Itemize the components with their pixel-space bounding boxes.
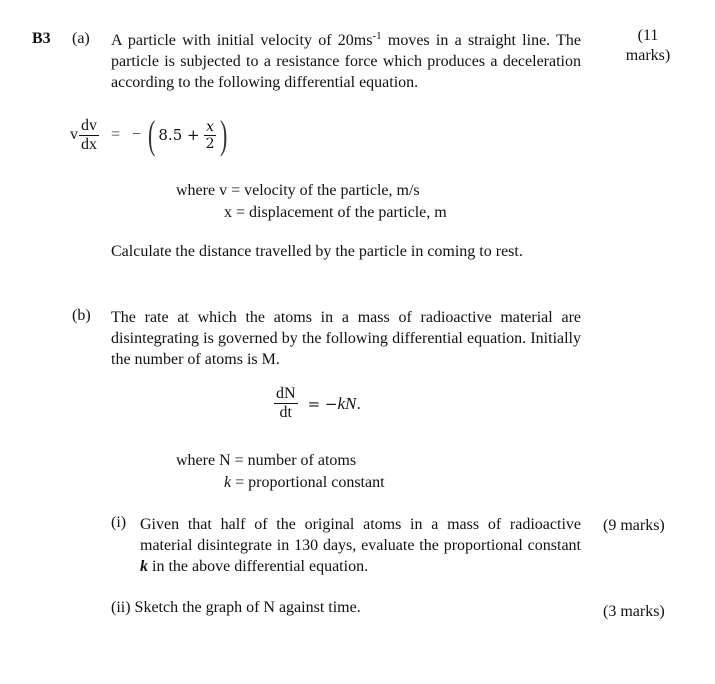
sub-i-text-post: in the above differential equation. [148, 558, 369, 575]
definition-k-rest: = proportional constant [231, 474, 385, 491]
eq1-frac-numerator: x [206, 118, 214, 135]
part-a-label: (a) [72, 30, 90, 47]
eq1-lhs-denominator: dx [81, 135, 97, 153]
sub-i-text [140, 514, 581, 577]
eq2-rhs-end: . [356, 394, 362, 413]
part-a-text [111, 30, 581, 93]
eq1-lhs-prefix: v [70, 126, 78, 143]
eq1-equals: = [111, 126, 121, 143]
part-a-text-post: moves in a straight line. The particle is subjected to a resistance force which produces a deceleration according to the following differential equation. [111, 32, 582, 91]
eq2-rhs-equals: = − [307, 394, 338, 413]
eq1-lhs-fraction [79, 117, 99, 154]
sub-i-text-pre: Given that half of the original atoms in a mass of radioactive material disintegrate in 130 days, evaluate the proportional constant [140, 516, 581, 554]
velocity-unit-exponent: -1 [372, 30, 382, 42]
eq2-lhs-denominator: dt [279, 404, 292, 421]
part-a-marks-line1: (11 [637, 27, 659, 44]
sub-i-label: (i) [111, 514, 127, 531]
sub-ii-marks: (3 marks) [603, 603, 665, 620]
part-b-label: (b) [72, 307, 91, 324]
part-b-text: The rate at which the atoms in a mass of radioactive material are disintegrating is governed by the following differential equation. Initially the number of atoms is M. [111, 309, 581, 368]
eq2-rhs [308, 394, 362, 414]
question-number: B3 [32, 30, 51, 47]
part-b-definitions [176, 450, 385, 494]
eq2-lhs-numerator: dN [276, 385, 296, 402]
equation-deceleration [70, 110, 230, 160]
definition-k-var: k [224, 474, 232, 491]
eq1-frac-denominator: 2 [205, 135, 215, 152]
part-a-marks [622, 26, 674, 66]
eq2-lhs-fraction [274, 385, 298, 422]
definition-velocity: where v = velocity of the particle, m/s [176, 182, 420, 199]
eq1-minus: − [132, 126, 142, 143]
equation-decay [274, 385, 361, 422]
definition-displacement: x = displacement of the particle, m [224, 204, 447, 221]
part-a-definitions [176, 180, 447, 224]
sub-ii-label: (ii) [111, 599, 131, 616]
eq1-inner [158, 119, 216, 152]
eq2-rhs-var: kN [337, 393, 357, 413]
eq1-x-fraction [204, 119, 217, 152]
sub-ii-text: Sketch the graph of N against time. [134, 599, 361, 616]
eq1-const-term: 8.5 + [158, 126, 200, 144]
part-a-instruction: Calculate the distance travelled by the particle in coming to rest. [111, 243, 523, 260]
sub-ii [111, 599, 361, 617]
eq1-lhs-numerator: dv [81, 116, 97, 134]
eq1-open-paren: ( [148, 112, 156, 157]
eq1-close-paren: ) [219, 112, 227, 157]
sub-i-var: k [140, 558, 148, 575]
definition-k [176, 472, 385, 494]
part-a-marks-line2: marks) [625, 47, 671, 64]
part-a-text-pre: A particle with initial velocity of 20ms [111, 32, 373, 49]
sub-i-marks: (9 marks) [603, 517, 665, 534]
definition-n: where N = number of atoms [176, 452, 357, 469]
